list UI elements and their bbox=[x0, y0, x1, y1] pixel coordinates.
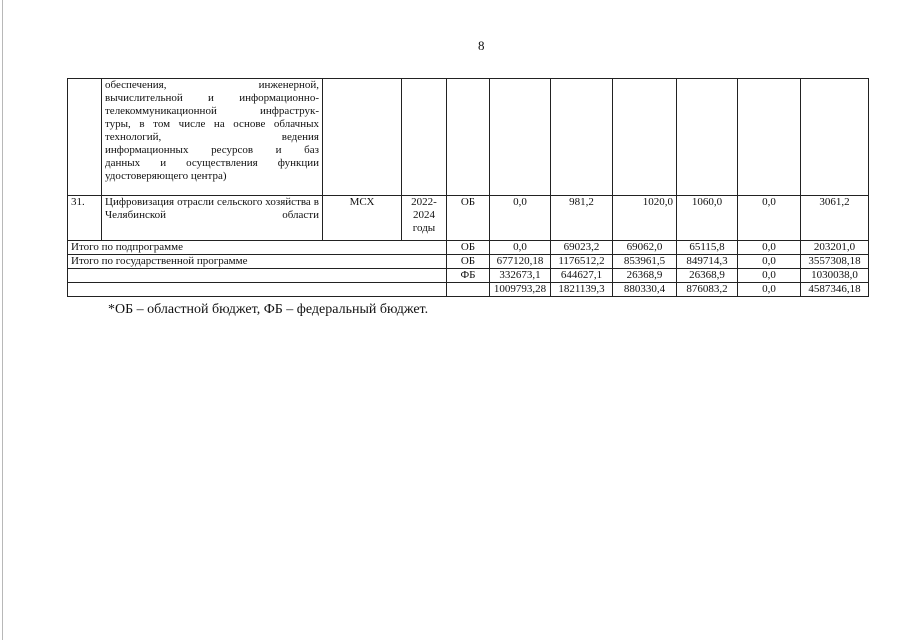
table-row-program-total-all bbox=[68, 283, 869, 297]
cell-value: 1176512,2 bbox=[551, 255, 613, 269]
cell-empty bbox=[323, 79, 402, 196]
cell-value: 1060,0 bbox=[677, 196, 738, 241]
cell-value: 203201,0 bbox=[801, 241, 869, 255]
cell-value: 0,0 bbox=[738, 269, 801, 283]
cell-source: ФБ bbox=[447, 269, 490, 283]
cell-empty bbox=[447, 79, 490, 196]
table-row-program-total-ob bbox=[68, 255, 869, 269]
table-row-subprogram-total bbox=[68, 241, 869, 255]
cell-value: 876083,2 bbox=[677, 283, 738, 297]
cell-value: 853961,5 bbox=[613, 255, 677, 269]
cell-period: 2022-2024 годы bbox=[402, 196, 447, 241]
cell-desc-continued bbox=[102, 79, 323, 196]
cell-empty bbox=[613, 79, 677, 196]
desc-line: информационных ресурсов и баз bbox=[105, 144, 319, 156]
cell-value: 849714,3 bbox=[677, 255, 738, 269]
cell-value: 1821139,3 bbox=[551, 283, 613, 297]
cell-empty bbox=[677, 79, 738, 196]
cell-value: 880330,4 bbox=[613, 283, 677, 297]
cell-value: 69062,0 bbox=[613, 241, 677, 255]
desc-line: вычислительной и информационно- bbox=[105, 92, 319, 104]
page-number: 8 bbox=[478, 38, 485, 53]
cell-value: 0,0 bbox=[490, 241, 551, 255]
cell-value: 0,0 bbox=[490, 196, 551, 241]
cell-empty bbox=[68, 283, 447, 297]
scan-edge-line bbox=[2, 0, 3, 640]
cell-empty bbox=[738, 79, 801, 196]
desc-line: обеспечения, инженерной, bbox=[105, 79, 319, 91]
cell-row-number: 31. bbox=[68, 196, 102, 241]
cell-value: 65115,8 bbox=[677, 241, 738, 255]
cell-empty bbox=[447, 283, 490, 297]
cell-value: 1009793,28 bbox=[490, 283, 551, 297]
cell-empty bbox=[551, 79, 613, 196]
cell-value: 1020,0 bbox=[613, 196, 677, 241]
cell-value: 3557308,18 bbox=[801, 255, 869, 269]
cell-value: 26368,9 bbox=[677, 269, 738, 283]
cell-source: ОБ bbox=[447, 255, 490, 269]
desc-line: данных и осуществления функции bbox=[105, 157, 319, 169]
table-row-continued bbox=[68, 79, 869, 196]
cell-value: 332673,1 bbox=[490, 269, 551, 283]
cell-value: 4587346,18 bbox=[801, 283, 869, 297]
footnote: *ОБ – областной бюджет, ФБ – федеральный бюджет. bbox=[108, 302, 429, 317]
desc-line: технологий, ведения bbox=[105, 131, 319, 143]
desc-line: туры, в том числе на основе облачных bbox=[105, 118, 319, 130]
cell-value: 0,0 bbox=[738, 241, 801, 255]
table-row-program-total-fb bbox=[68, 269, 869, 283]
budget-table bbox=[67, 78, 869, 297]
cell-value: 26368,9 bbox=[613, 269, 677, 283]
cell-empty bbox=[490, 79, 551, 196]
cell-value: 0,0 bbox=[738, 283, 801, 297]
cell-value: 981,2 bbox=[551, 196, 613, 241]
cell-row-desc: Цифровизация отрасли сельского хозяйства в Челябинской области bbox=[102, 196, 323, 241]
table-row-31 bbox=[68, 196, 869, 241]
cell-value: 0,0 bbox=[738, 196, 801, 241]
cell-empty bbox=[68, 269, 447, 283]
cell-executor: МСХ bbox=[323, 196, 402, 241]
desc-line: удостоверяющего центра) bbox=[105, 170, 227, 182]
cell-source: ОБ bbox=[447, 196, 490, 241]
cell-value: 677120,18 bbox=[490, 255, 551, 269]
cell-empty bbox=[801, 79, 869, 196]
cell-total-label: Итого по государственной программе bbox=[68, 255, 447, 269]
cell-value: 69023,2 bbox=[551, 241, 613, 255]
cell-total-label: Итого по подпрограмме bbox=[68, 241, 447, 255]
cell-value: 644627,1 bbox=[551, 269, 613, 283]
cell-value: 3061,2 bbox=[801, 196, 869, 241]
cell-value: 0,0 bbox=[738, 255, 801, 269]
cell-value: 1030038,0 bbox=[801, 269, 869, 283]
cell-num-empty bbox=[68, 79, 102, 196]
cell-source: ОБ bbox=[447, 241, 490, 255]
cell-empty bbox=[402, 79, 447, 196]
desc-line: телекоммуникационной инфраструк- bbox=[105, 105, 319, 117]
